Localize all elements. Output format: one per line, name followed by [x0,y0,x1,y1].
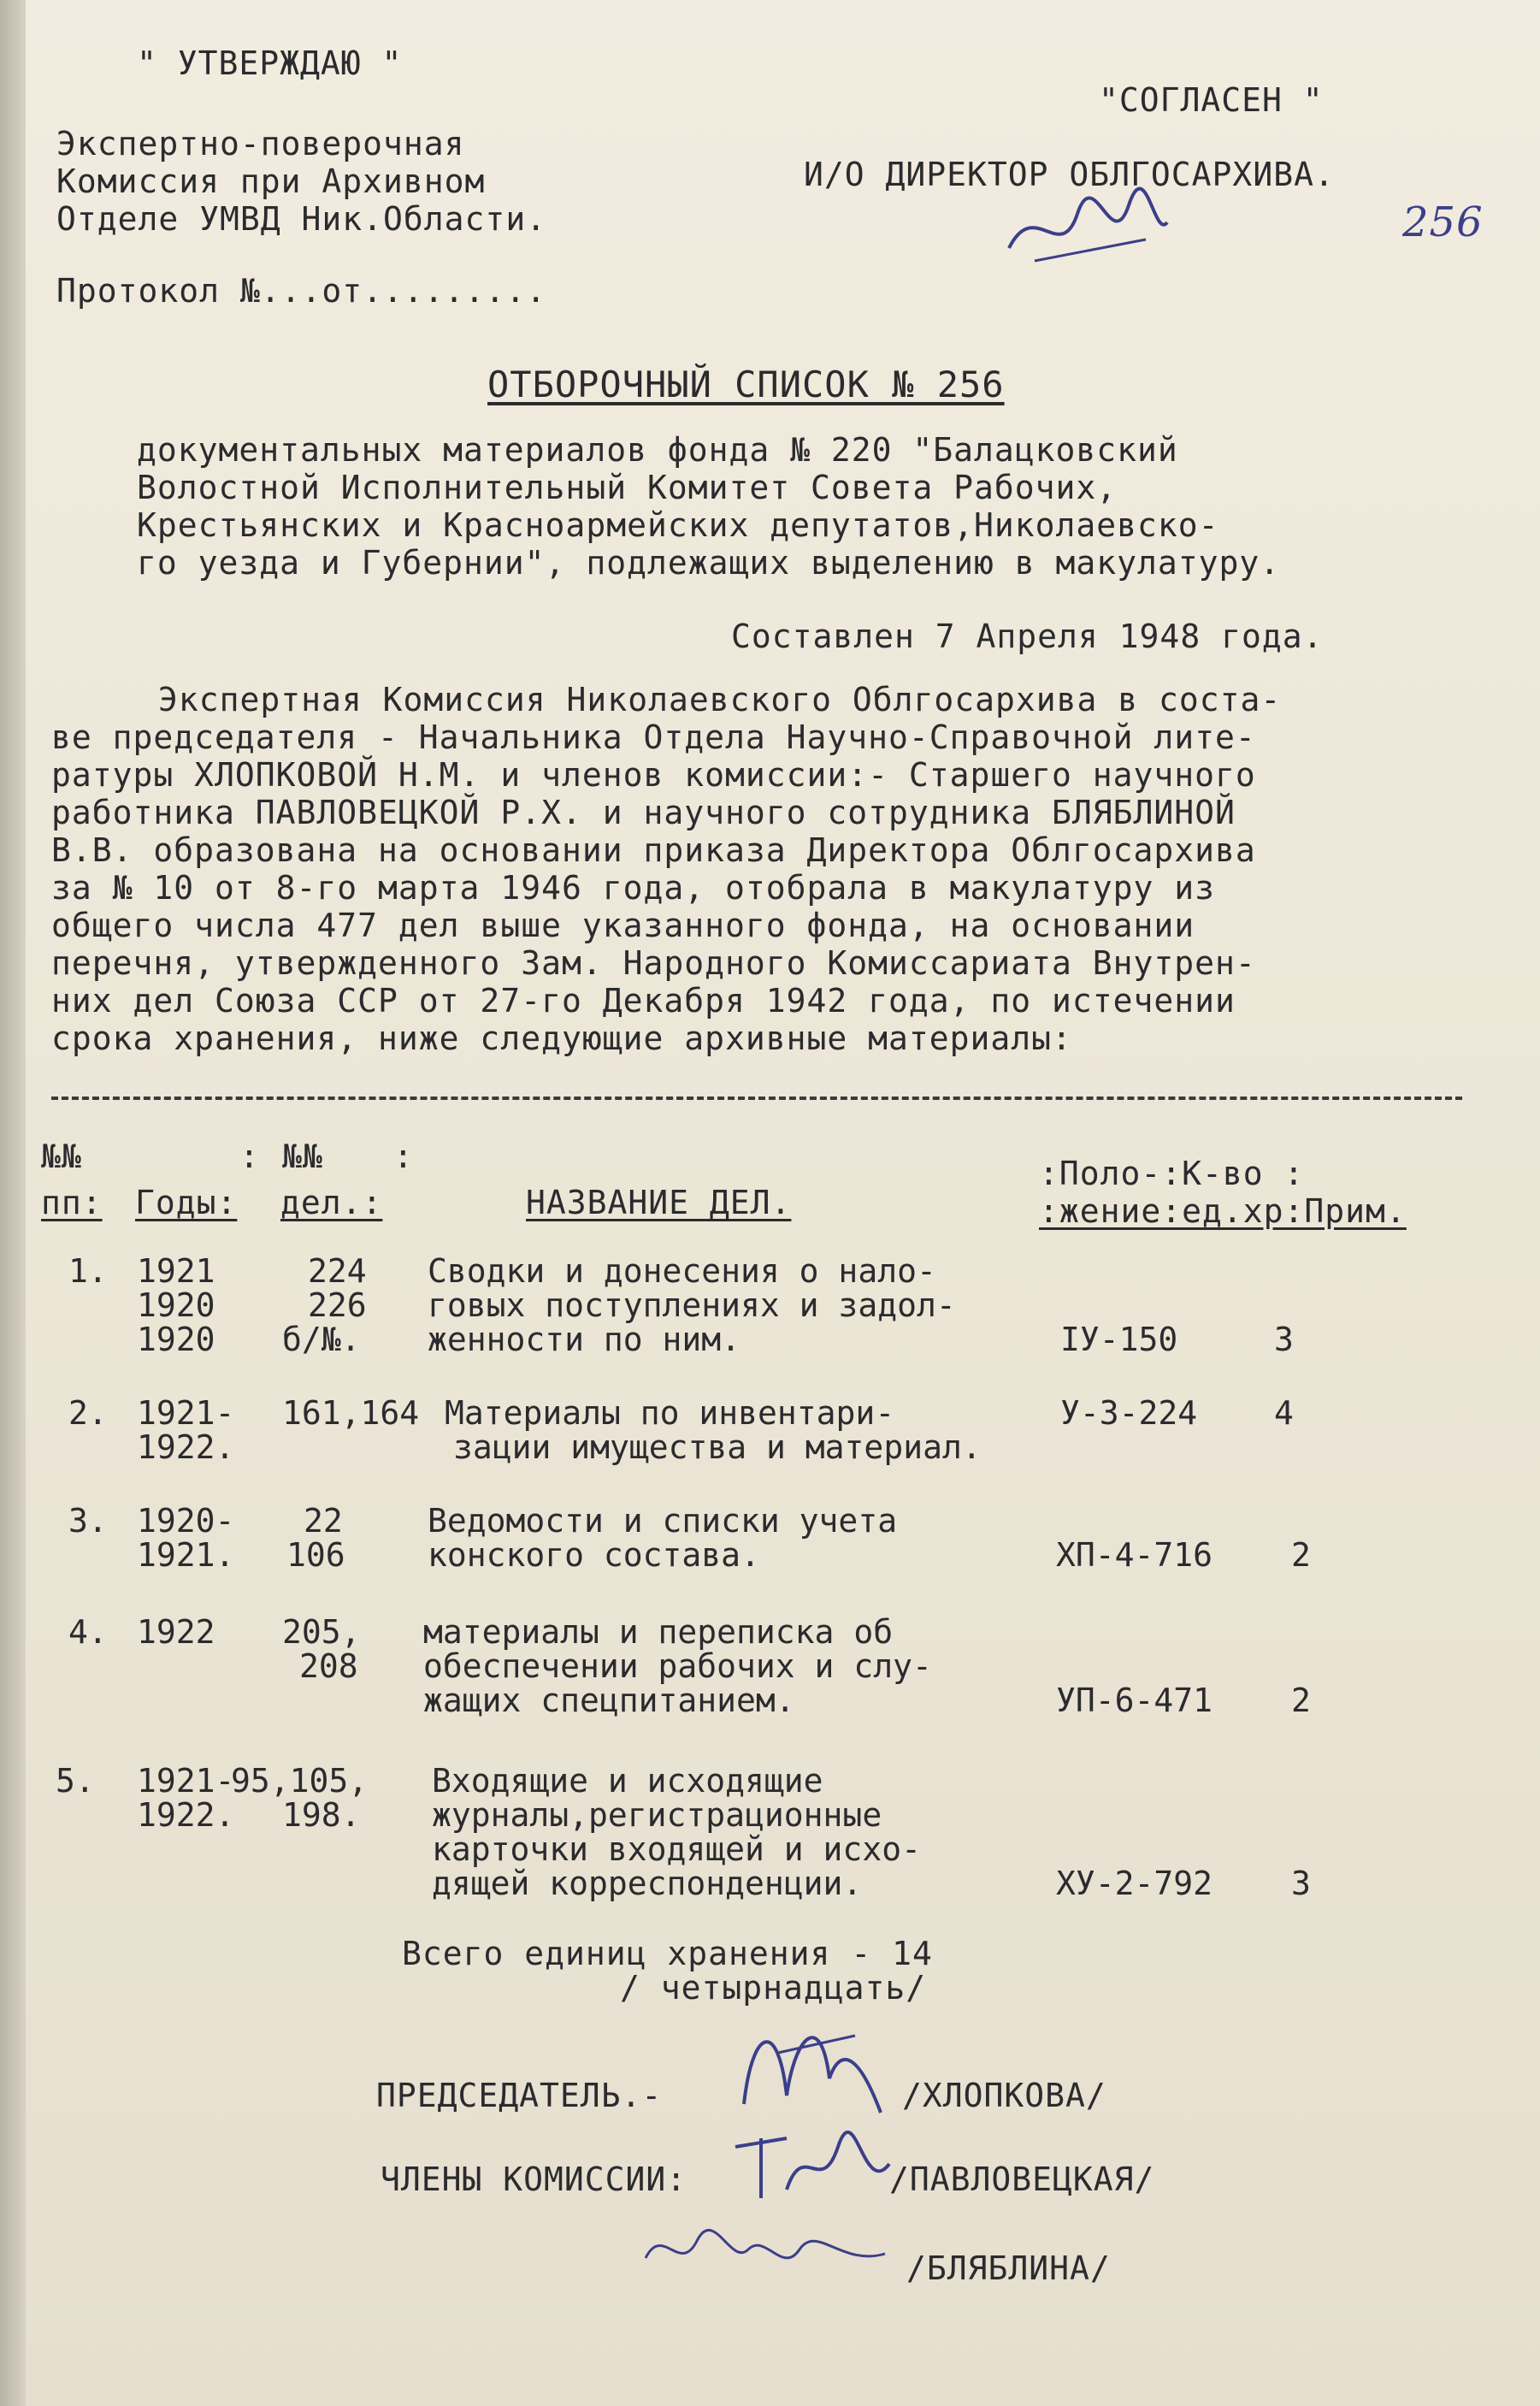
row-num: 2. [68,1394,108,1432]
date-line: Составлен 7 Апреля 1948 года. [731,618,1324,655]
row-position: ХП-4-716 [1056,1536,1213,1574]
commission-line-2: Комиссия при Архивном [56,163,486,200]
row-year: 1922. [137,1428,235,1466]
handwritten-number: 256 [1402,198,1484,246]
body-line-3: ратуры ХЛОПКОВОЙ Н.М. и членов комиссии:- Старшего научного [51,756,1256,794]
row-year: 1921 [137,1252,215,1290]
row-title: дящей корреспонденции. [432,1865,863,1902]
row-year: 1922. [137,1796,235,1834]
th-sep-2: : [393,1138,414,1175]
row-num: 3. [68,1502,108,1540]
member2-signature [637,2215,894,2284]
row-position: IУ-150 [1060,1321,1178,1358]
intro-line-3: Крестьянских и Красноармейских депутатов,Николаевско- [137,506,1219,544]
body-line-5: В.В. образована на основании приказа Директора Облгосархива [51,831,1256,869]
intro-line-2: Волостной Исполнительный Комитет Совета Рабочих, [137,469,1118,506]
agree-stamp: "СОГЛАСЕН " [1099,81,1324,119]
chair-label: ПРЕДСЕДАТЕЛЬ.- [376,2077,663,2114]
row-count: 2 [1291,1536,1311,1574]
row-title: журналы,регистрационные [432,1796,882,1834]
commission-line-3: Отделе УМВД Ник.Области. [56,200,547,238]
intro-line-1: документальных материалов фонда № 220 "Балацковский [137,431,1178,469]
th-num: пп: [41,1184,103,1221]
row-title: Входящие и исходящие [432,1762,823,1800]
row-title: Материалы по инвентари- [445,1394,895,1432]
row-count: 4 [1274,1394,1294,1432]
director-line: И/О ДИРЕКТОР ОБЛГОСАРХИВА. [804,156,1335,193]
total-line: Всего единиц хранения - 14 [402,1935,933,1972]
chair-signature [727,2001,898,2130]
row-year: 1922 [137,1613,215,1651]
row-title: зации имущества и материал. [453,1428,982,1466]
row-num: 1. [68,1252,108,1290]
body-line-4: работника ПАВЛОВЕЦКОЙ Р.Х. и научного сотрудника БЛЯБЛИНОЙ [51,794,1236,831]
row-year: 1921- [137,1394,235,1432]
body-line-9: них дел Союза ССР от 27-го Декабря 1942 года, по истечении [51,982,1236,1020]
row-position: ХУ-2-792 [1056,1865,1213,1902]
row-case: 22 [304,1502,343,1540]
row-position: УП-6-471 [1056,1682,1213,1719]
row-title: жащих спецпитанием. [423,1682,795,1719]
row-title: женности по ним. [428,1321,741,1358]
table-separator [51,1097,1462,1100]
binding-edge [0,0,26,2406]
row-case: 226 [308,1286,367,1324]
row-count: 3 [1291,1865,1311,1902]
chair-name: /ХЛОПКОВА/ [902,2077,1106,2114]
row-year: 1921- [137,1762,235,1800]
row-year: 1920- [137,1502,235,1540]
body-line-1: Экспертная Комиссия Николаевского Облгосархива в соста- [158,681,1282,718]
member1-name: /ПАВЛОВЕЦКАЯ/ [889,2161,1155,2198]
body-line-7: общего числа 477 дел выше указанного фонда, на основании [51,907,1195,944]
body-line-2: ве председателя - Начальника Отдела Научно-Справочной лите- [51,718,1256,756]
document-title: ОТБОРОЧНЫЙ СПИСОК № 256 [487,364,1005,405]
th-right: :жение:ед.хр:Прим. [1039,1192,1407,1230]
th-cases-top: №№ [282,1138,323,1175]
row-num: 4. [68,1613,108,1651]
row-case: 95,105, [231,1762,369,1800]
member1-signature [727,2113,898,2215]
row-case: 224 [308,1252,367,1290]
body-line-8: перечня, утвержденного Зам. Народного Комиссариата Внутрен- [51,944,1256,982]
member2-name: /БЛЯБЛИНА/ [906,2249,1111,2287]
row-position: У-3-224 [1060,1394,1198,1432]
th-right-top: :Поло-:К-во : [1039,1155,1305,1192]
row-case: 161,164 [282,1394,420,1432]
row-count: 2 [1291,1682,1311,1719]
row-num: 5. [56,1762,95,1800]
row-count: 3 [1274,1321,1294,1358]
body-line-10: срока хранения, ниже следующие архивные материалы: [51,1020,1072,1057]
th-num-top: №№ [41,1138,82,1175]
row-case: 198. [282,1796,361,1834]
members-label: ЧЛЕНЫ КОМИССИИ: [381,2161,687,2198]
th-sep-1: : [239,1138,260,1175]
row-title: говых поступлениях и задол- [428,1286,956,1324]
row-title: материалы и переписка об [423,1613,894,1651]
th-years: Годы: [135,1184,238,1221]
row-title: Ведомости и списки учета [428,1502,898,1540]
row-year: 1920 [137,1286,215,1324]
approve-stamp: " УТВЕРЖДАЮ " [137,44,403,82]
body-line-6: за № 10 от 8-го марта 1946 года, отобрала в макулатуру из [51,869,1216,907]
row-title: конского состава. [428,1536,760,1574]
row-case: 205, [282,1613,361,1651]
row-case: 106 [286,1536,345,1574]
row-year: 1920 [137,1321,215,1358]
director-signature [1000,180,1171,274]
protocol-line: Протокол №...от......... [56,272,547,310]
row-case: б/№. [282,1321,361,1358]
th-title: НАЗВАНИЕ ДЕЛ. [526,1184,792,1221]
intro-line-4: го уезда и Губернии", подлежащих выделению в макулатуру. [137,544,1281,582]
th-cases: дел.: [280,1184,383,1221]
row-title: карточки входящей и исхо- [432,1830,921,1868]
row-case: 208 [299,1647,358,1685]
commission-line-1: Экспертно-поверочная [56,125,465,163]
row-title: обеспечении рабочих и слу- [423,1647,932,1685]
total-words: / четырнадцать/ [620,1969,927,2007]
row-title: Сводки и донесения о нало- [428,1252,936,1290]
row-year: 1921. [137,1536,235,1574]
